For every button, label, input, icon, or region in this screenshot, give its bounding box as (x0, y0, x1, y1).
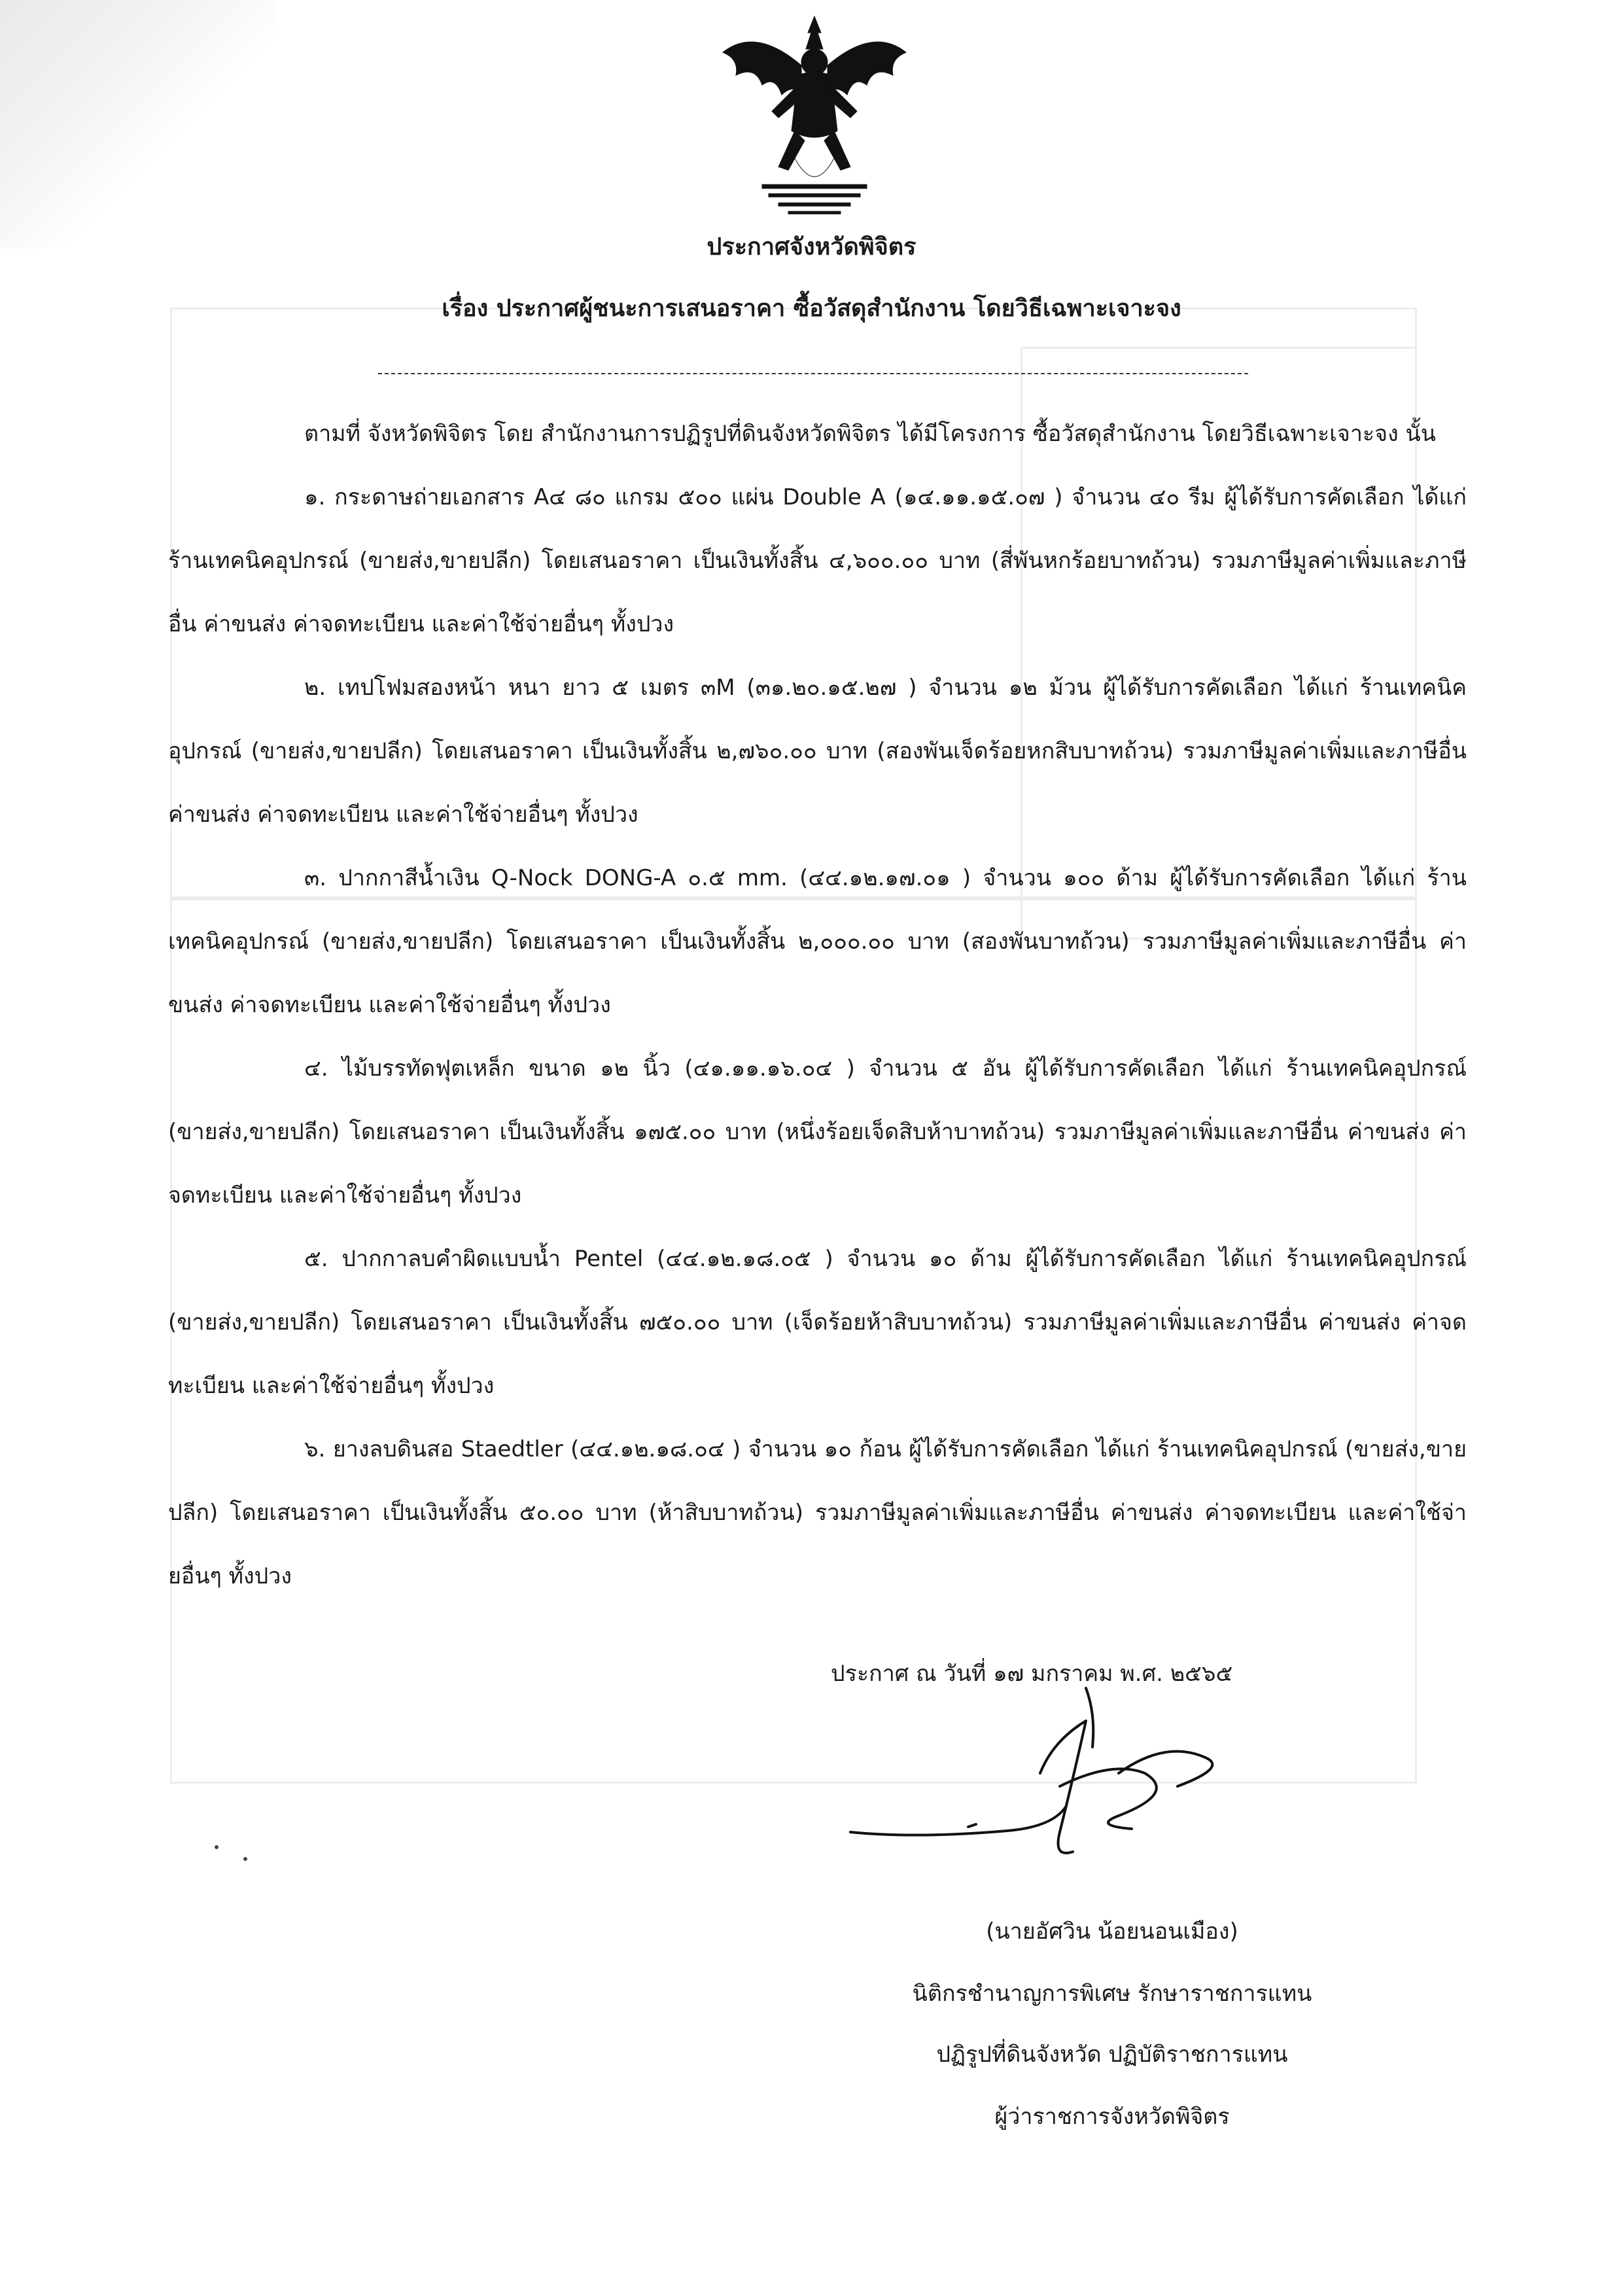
scan-corner-fold (0, 0, 275, 249)
handwritten-signature (837, 1675, 1308, 1871)
intro-paragraph: ตามที่ จังหวัดพิจิตร โดย สำนักงานการปฏิรูปที่ดินจังหวัดพิจิตร ได้มีโครงการ ซื้อวัสดุสำนักงาน โดยวิธีเฉพาะเจาะจง นั้น (304, 421, 1436, 447)
signer-position-3: ผู้ว่าราชการจังหวัดพิจิตร (994, 2104, 1230, 2130)
document-subject: เรื่อง ประกาศผู้ชนะการเสนอราคา ซื้อวัสดุสำนักงาน โดยวิธีเฉพาะเจาะจง (442, 295, 1181, 322)
signer-name: (นายอัศวิน น้อยนอนเมือง) (986, 1918, 1238, 1945)
item-paragraph-3: ๓. ปากกาสีน้ำเงิน Q-Nock DONG-A ๐.๕ mm. (๔๔.๑๒.๑๗.๐๑ ) จำนวน ๑๐๐ ด้าม ผู้ได้รับการคัดเลือก ได้แก่ ร้านเทคนิคอุปกรณ์ (ขายส่ง,ขายปลีก) โดยเสนอราคา เป็นเงินทั้งสิ้น ๒,๐๐๐.๐๐ บาท (สองพันบาทถ้วน) รวมภาษีมูลค่าเพิ่มและภาษีอื่น ค่าขนส่ง ค่าจดทะเบียน และค่าใช้จ่ายอื่นๆ ทั้งปวง (168, 865, 1467, 1018)
dashed-separator (378, 373, 1248, 374)
garuda-emblem-icon (716, 13, 913, 222)
scan-speck (215, 1845, 218, 1849)
document-title: ประกาศจังหวัดพิจิตร (707, 234, 916, 260)
announcement-body (168, 402, 1467, 1608)
item-paragraph-5: ๕. ปากกาลบคำผิดแบบน้ำ Pentel (๔๔.๑๒.๑๘.๐๕ ) จำนวน ๑๐ ด้าม ผู้ได้รับการคัดเลือก ได้แก่ ร้านเทคนิคอุปกรณ์ (ขายส่ง,ขายปลีก) โดยเสนอราคา เป็นเงินทั้งสิ้น ๗๕๐.๐๐ บาท (เจ็ดร้อยห้าสิบบาทถ้วน) รวมภาษีมูลค่าเพิ่มและภาษีอื่น ค่าขนส่ง ค่าจดทะเบียน และค่าใช้จ่ายอื่นๆ ทั้งปวง (168, 1246, 1467, 1399)
item-paragraph-6: ๖. ยางลบดินสอ Staedtler (๔๔.๑๒.๑๘.๐๔ ) จำนวน ๑๐ ก้อน ผู้ได้รับการคัดเลือก ได้แก่ ร้านเทคนิคอุปกรณ์ (ขายส่ง,ขายปลีก) โดยเสนอราคา เป็นเงินทั้งสิ้น ๕๐.๐๐ บาท (ห้าสิบบาทถ้วน) รวมภาษีมูลค่าเพิ่มและภาษีอื่น ค่าขนส่ง ค่าจดทะเบียน และค่าใช้จ่ายอื่นๆ ทั้งปวง (168, 1436, 1467, 1589)
signer-position-1: นิติกรชำนาญการพิเศษ รักษาราชการแทน (912, 1981, 1312, 2007)
scan-speck (243, 1857, 247, 1861)
announcement-date: ประกาศ ณ วันที่ ๑๗ มกราคม พ.ศ. ๒๕๖๕ (831, 1661, 1233, 1687)
item-paragraph-4: ๔. ไม้บรรทัดฟุตเหล็ก ขนาด ๑๒ นิ้ว (๔๑.๑๑.๑๖.๐๔ ) จำนวน ๕ อัน ผู้ได้รับการคัดเลือก ได้แก่ ร้านเทคนิคอุปกรณ์ (ขายส่ง,ขายปลีก) โดยเสนอราคา เป็นเงินทั้งสิ้น ๑๗๕.๐๐ บาท (หนึ่งร้อยเจ็ดสิบห้าบาทถ้วน) รวมภาษีมูลค่าเพิ่มและภาษีอื่น ค่าขนส่ง ค่าจดทะเบียน และค่าใช้จ่ายอื่นๆ ทั้งปวง (168, 1055, 1467, 1209)
item-paragraph-1: ๑. กระดาษถ่ายเอกสาร A๔ ๘๐ แกรม ๕๐๐ แผ่น Double A (๑๔.๑๑.๑๕.๐๗ ) จำนวน ๔๐ รีม ผู้ได้รับการคัดเลือก ได้แก่ ร้านเทคนิคอุปกรณ์ (ขายส่ง,ขายปลีก) โดยเสนอราคา เป็นเงินทั้งสิ้น ๔,๖๐๐.๐๐ บาท (สี่พันหกร้อยบาทถ้วน) รวมภาษีมูลค่าเพิ่มและภาษีอื่น ค่าขนส่ง ค่าจดทะเบียน และค่าใช้จ่ายอื่นๆ ทั้งปวง (168, 484, 1467, 637)
item-paragraph-2: ๒. เทปโฟมสองหน้า หนา ยาว ๕ เมตร ๓M (๓๑.๒๐.๑๕.๒๗ ) จำนวน ๑๒ ม้วน ผู้ได้รับการคัดเลือก ได้แก่ ร้านเทคนิคอุปกรณ์ (ขายส่ง,ขายปลีก) โดยเสนอราคา เป็นเงินทั้งสิ้น ๒,๗๖๐.๐๐ บาท (สองพันเจ็ดร้อยหกสิบบาทถ้วน) รวมภาษีมูลค่าเพิ่มและภาษีอื่น ค่าขนส่ง ค่าจดทะเบียน และค่าใช้จ่ายอื่นๆ ทั้งปวง (168, 675, 1467, 828)
signer-position-2: ปฏิรูปที่ดินจังหวัด ปฏิบัติราชการแทน (936, 2041, 1288, 2068)
